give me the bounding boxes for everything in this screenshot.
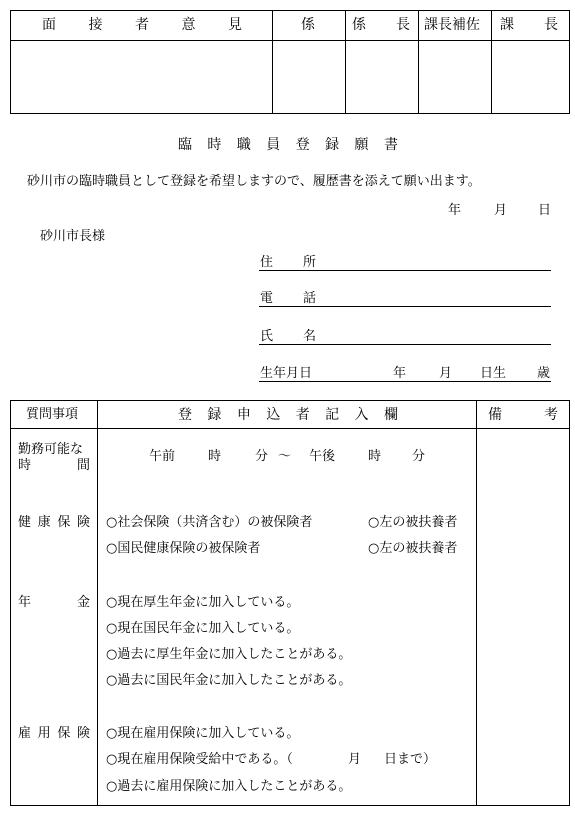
date-day-label: 日 [538, 203, 552, 218]
name-label: 氏 名 [260, 329, 316, 344]
phone-label: 電 話 [260, 291, 316, 306]
pension-option[interactable]: ○現在国民年金に加入している。 [106, 621, 300, 636]
kacho-header: 課 長 [500, 17, 558, 33]
birth-year-label: 年 [393, 366, 407, 381]
phone-field[interactable] [259, 306, 551, 307]
address-label: 住 所 [260, 255, 316, 270]
pm-hour-label: 時 [368, 449, 382, 464]
kakaricho-header: 係 長 [352, 17, 410, 33]
table-header-divider [10, 428, 570, 429]
addressee: 砂川市長様 [40, 229, 106, 244]
health-option-social[interactable]: ○社会保険（共済含む）の被保険者 [106, 515, 313, 530]
employment-receiving-until: 日まで） [384, 752, 437, 767]
table-col-divider [97, 400, 98, 806]
am-label: 午前 [149, 449, 176, 464]
employment-receiving-month: 月 [348, 752, 362, 767]
application-statement: 砂川市の臨時職員として登録を希望しますので、履歴書を添えて願い出ます。 [27, 174, 481, 189]
employment-option-receiving[interactable]: ○現在雇用保険受給中である。（ [106, 752, 293, 767]
approval-header-divider [10, 40, 570, 41]
hours-label-line2: 時 間 [18, 458, 90, 473]
health-option-national[interactable]: ○国民健康保険の被保険者 [106, 541, 261, 556]
range-tilde: ～ [278, 449, 292, 464]
health-option-national-dependent[interactable]: ○左の被扶養者 [368, 541, 458, 556]
approval-col-divider [418, 10, 419, 114]
hours-label-line1: 勤務可能な [18, 442, 84, 457]
approval-col-divider [272, 10, 273, 114]
date-month-label: 月 [494, 203, 508, 218]
kacho-hosa-header: 課長補佐 [424, 17, 480, 33]
am-hour-label: 時 [208, 449, 222, 464]
birth-day-label: 日生 [480, 366, 507, 381]
table-col-divider [476, 400, 477, 806]
question-column-header: 質問事項 [26, 407, 79, 422]
health-option-social-dependent[interactable]: ○左の被扶養者 [368, 515, 458, 530]
employment-option-past[interactable]: ○過去に雇用保険に加入したことがある。 [106, 779, 352, 794]
name-field[interactable] [259, 344, 551, 345]
interviewer-opinion-header: 面 接 者 意 見 [42, 17, 242, 33]
kakari-header: 係 [301, 17, 315, 33]
birthdate-label: 生年月日 [260, 366, 313, 381]
pm-label: 午後 [309, 449, 336, 464]
approval-col-divider [345, 10, 346, 114]
am-minute-label: 分 [255, 449, 269, 464]
pm-minute-label: 分 [412, 449, 426, 464]
approval-col-divider [491, 10, 492, 114]
employment-option-enrolled[interactable]: ○現在雇用保険に加入している。 [106, 726, 300, 741]
birth-month-label: 月 [439, 366, 453, 381]
health-insurance-label: 健 康 保 険 [18, 515, 90, 530]
address-field[interactable] [259, 270, 551, 271]
birthdate-field[interactable] [259, 381, 551, 382]
pension-option[interactable]: ○過去に厚生年金に加入したことがある。 [106, 647, 352, 662]
pension-option[interactable]: ○過去に国民年金に加入したことがある。 [106, 673, 352, 688]
date-year-label: 年 [448, 203, 462, 218]
entry-column-header: 登 録 申 込 者 記 入 欄 [178, 407, 398, 423]
remarks-column-header: 備 考 [488, 407, 558, 423]
age-label: 歳 [537, 366, 551, 381]
form-title: 臨 時 職 員 登 録 願 書 [178, 137, 398, 153]
employment-insurance-label: 雇 用 保 険 [18, 726, 90, 741]
pension-label: 年 金 [18, 595, 90, 610]
pension-option[interactable]: ○現在厚生年金に加入している。 [106, 595, 300, 610]
